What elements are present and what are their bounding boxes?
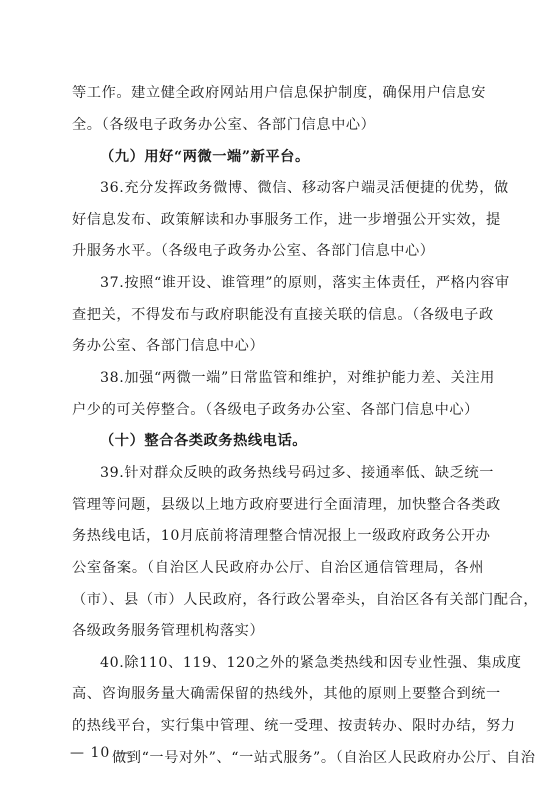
text-line: 好信息发布、政策解读和办事服务工作，进一步增强公开实效，提 bbox=[72, 212, 501, 228]
page-number: — 10 — bbox=[70, 745, 131, 761]
text-line: 公室备案。（自治区人民政府办公厅、自治区通信管理局，各州 bbox=[72, 560, 484, 576]
paragraph-first-line: 38.加强“两微一端”日常监管和维护，对维护能力差、关注用 bbox=[100, 370, 495, 386]
text-line: （市）、县（市）人民政府，各行政公署牵头，自治区各有关部门配合， bbox=[72, 592, 539, 608]
text-line: 查把关，不得发布与政府职能没有直接关联的信息。（各级电子政 bbox=[72, 307, 494, 323]
text-line: 等工作。建立健全政府网站用户信息保护制度，确保用户信息安 bbox=[72, 85, 487, 101]
text-line: 全。（各级电子政务办公室、各部门信息中心） bbox=[72, 117, 376, 133]
text-line: 做到“一号对外”、“一站式服务”。（自治区人民政府办公厅、自治 bbox=[112, 750, 536, 766]
text-line: 升服务水平。（各级电子政务办公室、各部门信息中心） bbox=[72, 243, 435, 259]
paragraph-first-line: 36.充分发挥政务微博、微信、移动客户端灵活便捷的优势，做 bbox=[100, 180, 509, 196]
text-line: 管理等问题，县级以上地方政府要进行全面清理，加快整合各类政 bbox=[72, 497, 501, 513]
paragraph-first-line: 37.按照“谁开设、谁管理”的原则，落实主体责任，严格内容审 bbox=[100, 275, 510, 291]
text-line: 务办公室、各部门信息中心） bbox=[72, 338, 265, 354]
text-line: 务热线电话，10月底前将清理整合情况报上一级政府政务公开办 bbox=[72, 528, 491, 544]
text-line: 户少的可关停整合。（各级电子政务办公室、各部门信息中心） bbox=[72, 402, 479, 418]
text-line: 各级政务服务管理机构落实） bbox=[72, 623, 265, 639]
text-line: 的热线平台，实行集中管理、统一受理、按责转办、限时办结，努力 bbox=[72, 718, 516, 734]
text-line: 高、咨询服务量大确需保留的热线外，其他的原则上要整合到统一 bbox=[72, 686, 501, 702]
paragraph-first-line: 40.除110、119、120之外的紧急类热线和因专业性强、集成度 bbox=[100, 655, 522, 671]
paragraph-first-line: 39.针对群众反映的政务热线号码过多、接通率低、缺乏统一 bbox=[100, 465, 495, 481]
section-heading: （九）用好“两微一端”新平台。 bbox=[100, 149, 310, 165]
section-heading: （十）整合各类政务热线电话。 bbox=[100, 433, 308, 449]
